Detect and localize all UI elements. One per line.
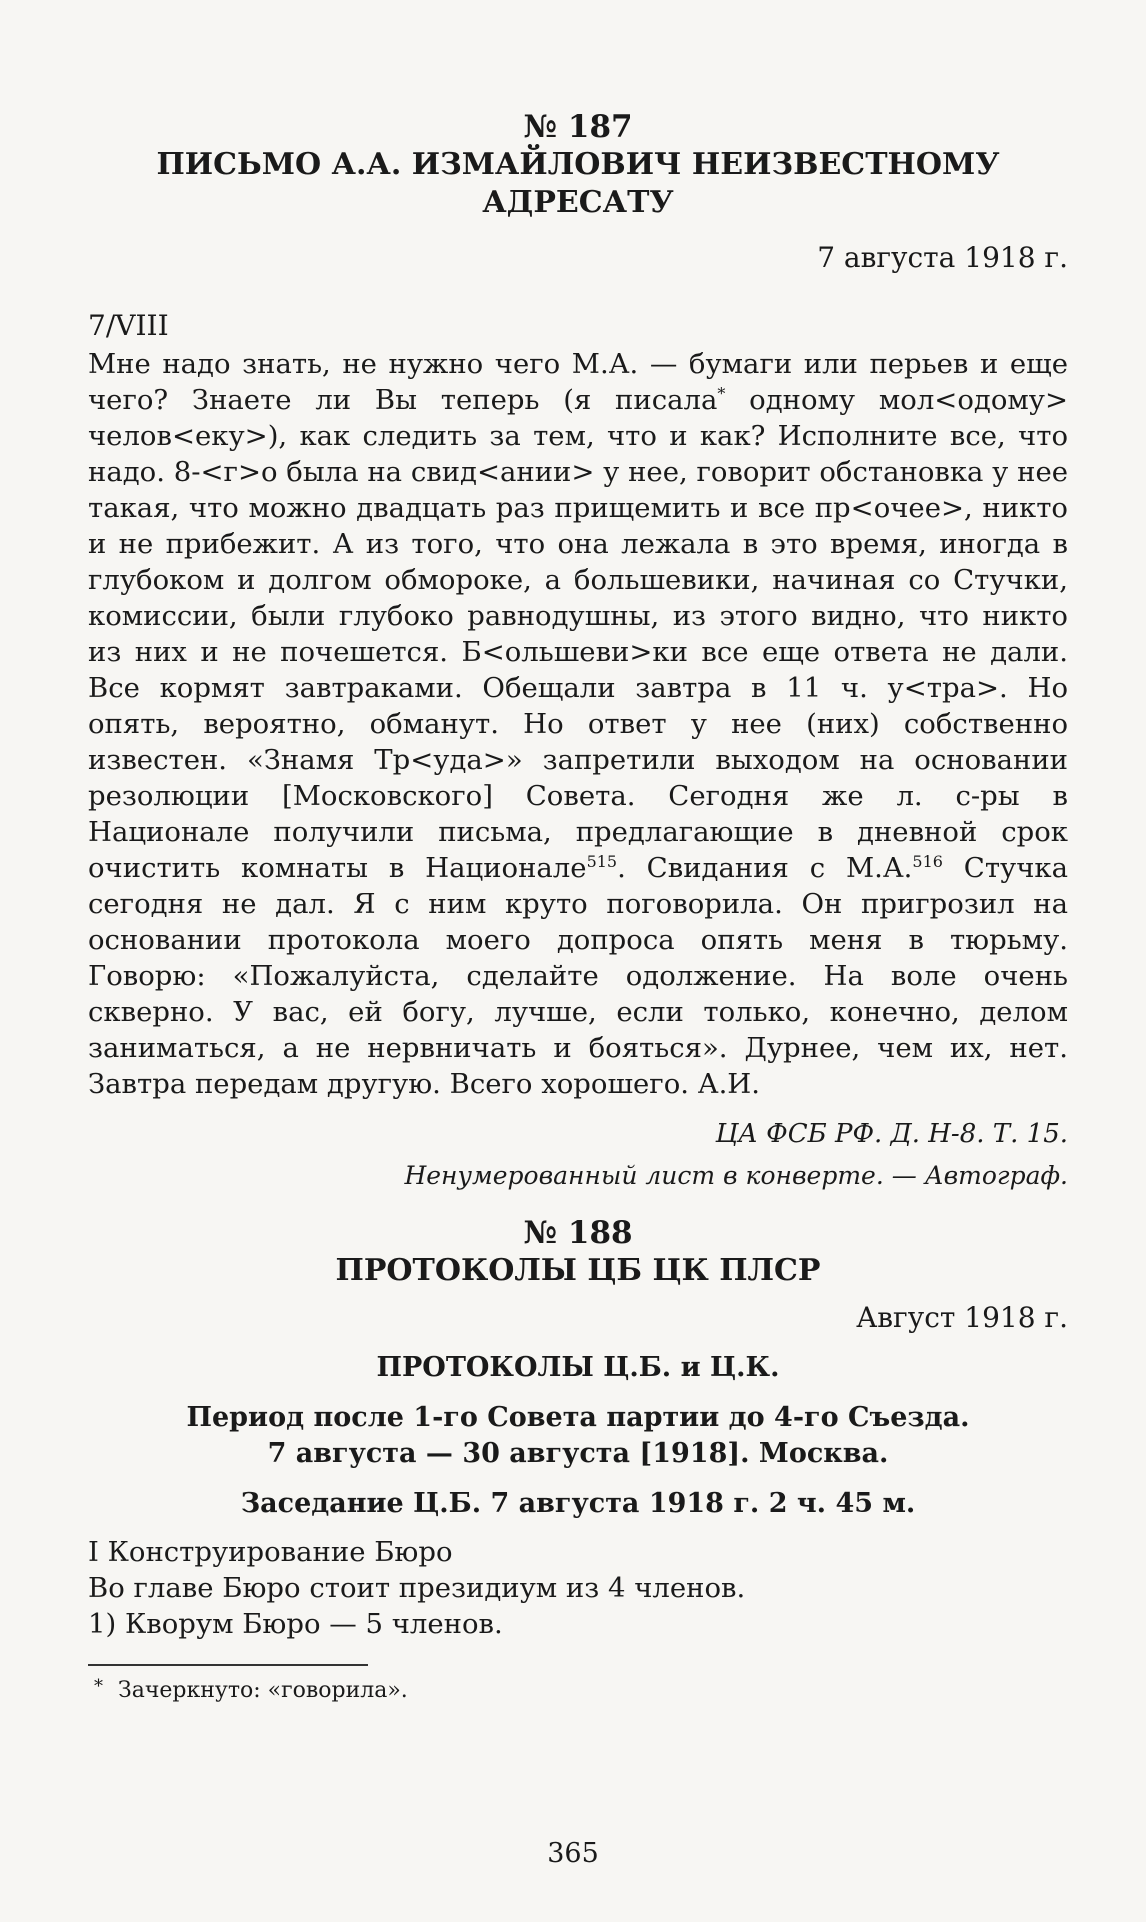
- letter-text-part3: . Свидания с М.А.: [617, 852, 913, 884]
- footnote-divider: [88, 1664, 368, 1666]
- footnote-reference: *: [717, 383, 726, 403]
- bureau-presidium-line: Во главе Бюро стоит президиум из 4 членов.: [88, 1572, 746, 1604]
- letter-text-part4: Стучка сегодня не дал. Я с ним круто поговорила. Он пригрозил на основании протокола моего допроса опять меня в тюрьму. Говорю: «Пожалуйста, сделайте одолжение. На воле очень скверно. У вас, ей богу, лучше, если только, конечно, делом заниматься, а не нервничать и бояться». Дурнее, чем их, нет. Завтра передам другую. Всего хорошего. А.И.: [88, 852, 1068, 1100]
- endnote-reference-515: 515: [586, 851, 618, 871]
- letter-body: [88, 346, 1068, 1102]
- bureau-quorum-line: 1) Кворум Бюро — 5 членов.: [88, 1608, 503, 1640]
- footnote-text: Зачеркнуто: «говорила».: [118, 1678, 408, 1703]
- letter-dateline: 7/VIII: [88, 309, 169, 342]
- archive-note: Ненумерованный лист в конверте. — Автограф.: [404, 1161, 1068, 1190]
- endnote-reference-516: 516: [912, 851, 943, 871]
- doc187-date: 7 августа 1918 г.: [817, 241, 1068, 274]
- archive-reference: ЦА ФСБ РФ. Д. Н-8. Т. 15.: [715, 1119, 1068, 1149]
- page-content: [88, 108, 1068, 1706]
- period-line1: Период после 1-го Совета партии до 4-го Съезда.: [186, 1402, 970, 1433]
- session-heading: Заседание Ц.Б. 7 августа 1918 г. 2 ч. 45 м.: [240, 1488, 916, 1519]
- protocols-heading: ПРОТОКОЛЫ Ц.Б. и Ц.К.: [376, 1352, 780, 1383]
- footnote-mark: *: [94, 1676, 103, 1697]
- period-line2: 7 августа — 30 августа [1918]. Москва.: [267, 1438, 889, 1469]
- footnote: [88, 1676, 1068, 1706]
- letter-text-part2: одному мол<одому> челов<еку>), как следить за тем, что и как? Исполните все, что надо. 8-<г>о была на свид<ании> у нее, говорит обстановка у нее такая, что можно двадцать раз прищемить и все пр<очее>, никто и не прибежит. А из того, что она лежала в это время, иногда в глубоком и долгом обмороке, а большевики, начиная со Стучки, комиссии, были глубоко равнодушны, из этого видно, что никто из них и не почешется. Б<ольшеви>ки все еще ответа не дали. Все кормят завтраками. Обещали завтра в 11 ч. у<тра>. Но опять, вероятно, обманут. Но ответ у нее (них) собственно известен. «Знамя Тр<уда>» запретили выходом на основании резолюции [Московского] Совета. Сегодня же л. с-ры в Национале получили письма, предлагающие в дневной срок очистить комнаты в Национале: [88, 384, 1068, 884]
- letter-text-part1: Мне надо знать, не нужно чего М.А. — бумаги или перьев и еще чего? Знаете ли Вы теперь (я писала: [88, 348, 1068, 416]
- page-number: 365: [547, 1838, 599, 1869]
- doc188-date: Август 1918 г.: [856, 1301, 1068, 1334]
- doc187-title-line2: АДРЕСАТУ: [482, 185, 674, 220]
- section-heading: I Конструирование Бюро: [88, 1536, 453, 1568]
- doc188-number: № 188: [523, 1215, 633, 1251]
- doc188-title: ПРОТОКОЛЫ ЦБ ЦК ПЛСР: [335, 1253, 821, 1288]
- doc187-number: № 187: [523, 109, 633, 145]
- doc187-title-line1: ПИСЬМО А.А. ИЗМАЙЛОВИЧ НЕИЗВЕСТНОМУ: [156, 147, 1000, 182]
